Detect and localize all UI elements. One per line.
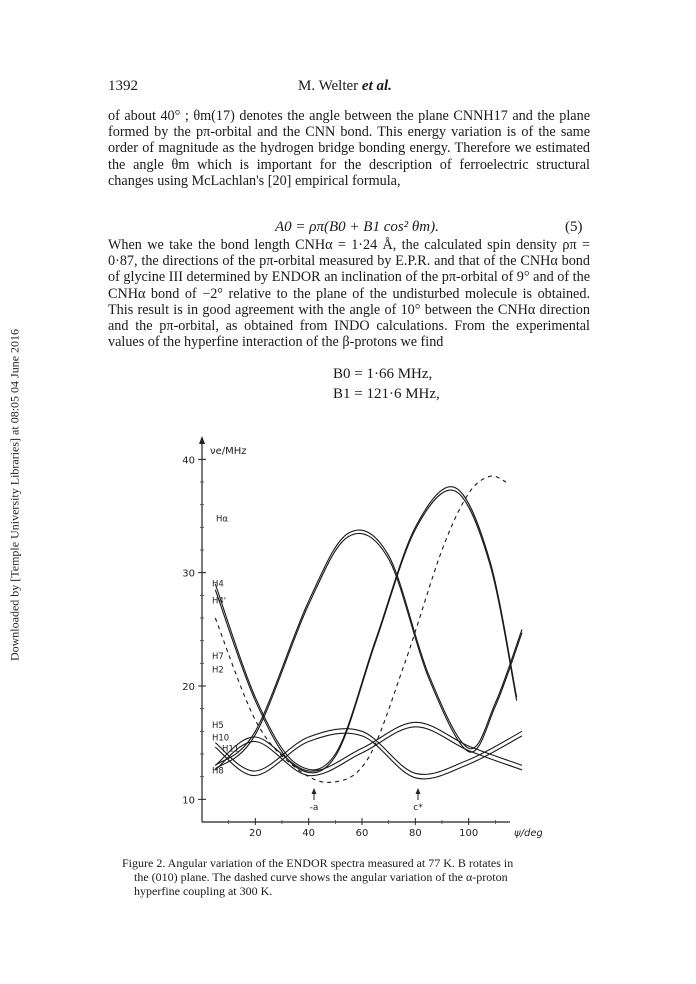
curve-label: H5 [212,720,224,731]
running-head [298,78,392,95]
caption-line-2: the (010) plane. The dashed curve shows the angular variation of the α-proton [134,870,508,884]
marker-label: c* [413,803,423,813]
paragraph-1: of about 40° ; θm(17) denotes the angle between the plane CNNH17 and the plane formed by the pπ-orbital and the CNN bond. This energy variation is of the same order of magnitude as the hydrogen bridge bonding energy. Therefore we estimated the angle θm which is important for the description of ferroelectric structural changes using McLachlan's [20] empirical formula, [108,108,590,189]
y-tick-label: 30 [182,568,195,580]
y-tick-label: 40 [182,455,195,467]
chart-curves [215,476,522,782]
y-tick-label: 20 [182,682,195,693]
y-axis-label: νe/MHz [210,446,247,457]
curve-label: H8 [212,766,224,777]
b1-value: B1 = 121·6 MHz, [333,386,440,402]
x-tick-label: 20 [248,828,262,839]
endor-chart [170,430,542,840]
marker-label: -a [309,803,319,813]
download-note-text: Downloaded by [Temple University Libraries] at 08:05 04 June 2016 [7,328,22,662]
y-axis-arrow-icon [199,436,205,444]
series-line-h4 [215,490,516,773]
curve-label: H4' [212,596,227,607]
marker-arrowhead-icon [416,788,421,794]
curve-label: H2 [212,665,224,676]
figure-caption [122,856,584,898]
series-line-h11 [215,729,522,775]
paragraph-2: When we take the bond length CNHα = 1·24 Å, the calculated spin density ρπ = 0·87, the directions of the pπ-orbital measured by E.P.R. and that of the CNHα bond of glycine III determined by ENDOR an inclination of the pπ-orbital of 9° and of the CNHα bond of −2° relative to the plane of the undisturbed molecule is obtained. This result is in good agreement with the angle of 10° between the CNHα direction and the pπ-orbital, as obtained from INDO calculations. From the experimental values of the hyperfine interaction of the β-protons we find [108,237,590,351]
series-line-h4 [215,487,516,770]
curve-label: H11 [222,744,240,755]
running-head-etal: et al. [361,78,392,94]
curve-label: Hα [216,514,228,525]
x-tick-label: 60 [355,828,369,839]
caption-line-1: Figure 2. Angular variation of the ENDOR spectra measured at 77 K. B rotates in [122,856,514,870]
series-line-h2 [215,533,522,768]
x-tick-label: 40 [302,828,316,839]
equation: A0 = ρπ(B0 + B1 cos² θm). [275,219,439,235]
curve-label: H7 [212,651,224,662]
page-number: 1392 [108,78,138,94]
curve-label: H4 [212,579,224,590]
running-head-authors: M. Welter [298,78,359,94]
chart-labels [182,446,542,839]
equation-number: (5) [565,219,583,235]
marker-arrowhead-icon [312,788,317,794]
curve-label: H10 [212,733,230,744]
x-axis-label: ψ/deg [514,828,542,839]
download-side-note [8,305,22,685]
series-line-h [215,476,506,782]
endor-figure [170,430,542,840]
x-tick-label: 80 [408,828,422,839]
x-tick-label: 100 [459,828,479,839]
b0-value: B0 = 1·66 MHz, [333,366,433,382]
y-tick-label: 10 [182,795,195,807]
caption-line-3: hyperfine coupling at 300 K. [134,884,273,898]
